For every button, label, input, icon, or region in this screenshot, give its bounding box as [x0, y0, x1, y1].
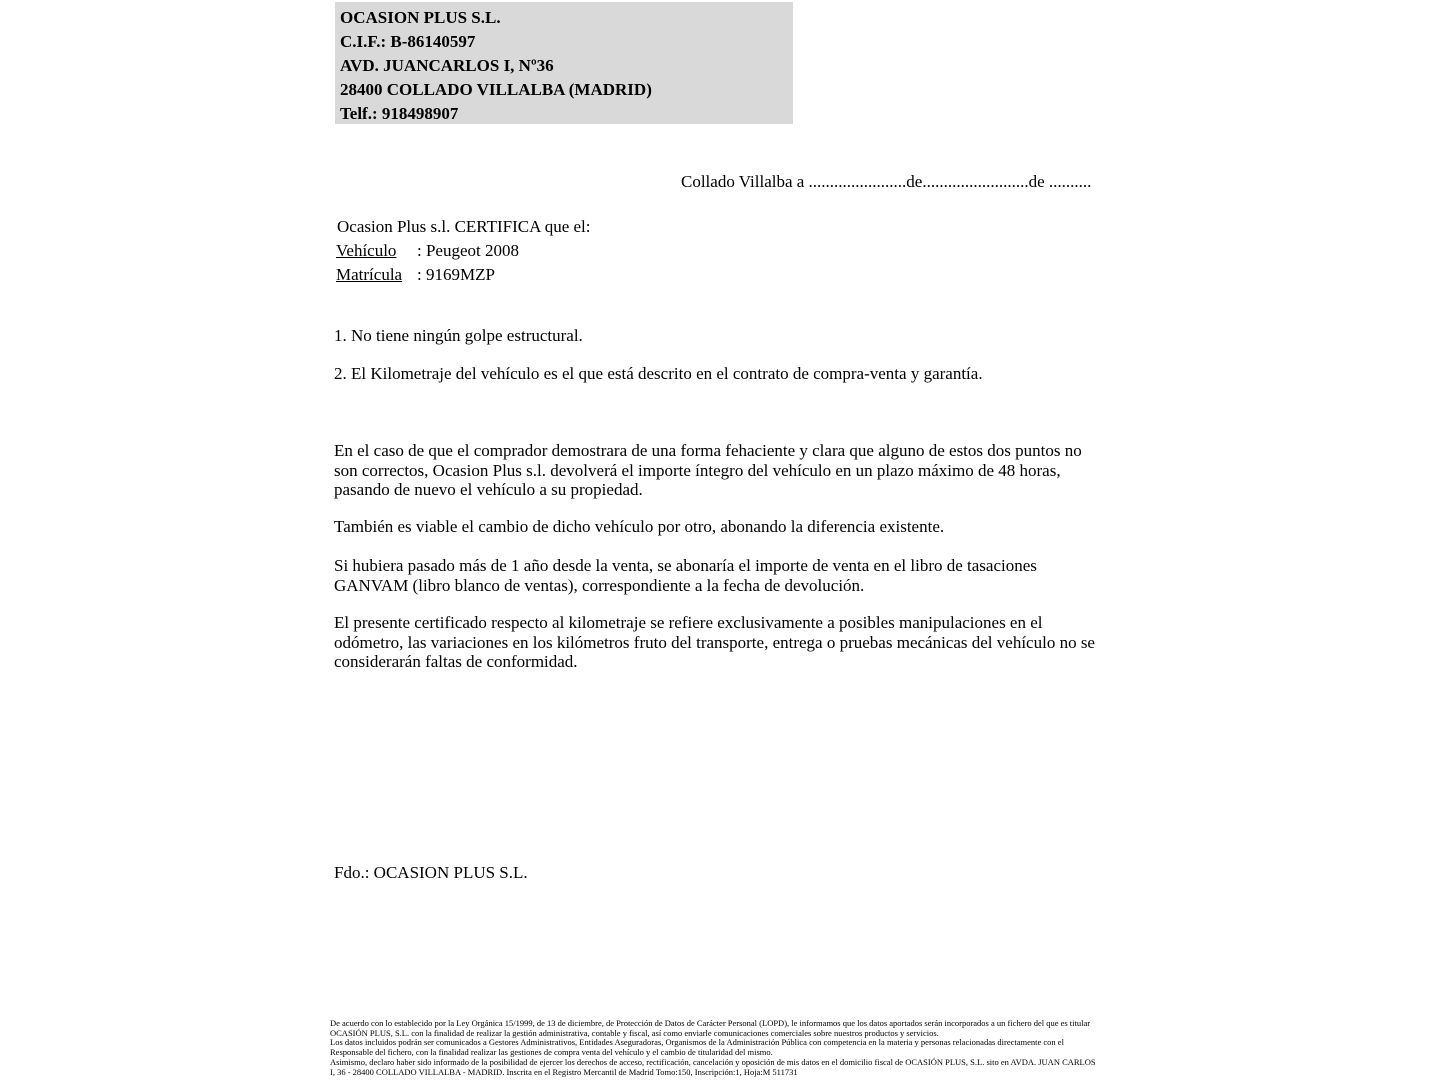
clause-mileage: 2. El Kilometraje del vehículo es el que está descrito en el contrato de compra-venta y garantía.: [334, 364, 983, 383]
legal-paragraph-lopd: De acuerdo con lo establecido por la Ley Orgánica 15/1999, de 13 de diciembre, de Protección de Datos de Carácter Personal (LOPD), le informamos que los datos aportados serán incorporados a un fichero del que es titular OCASIÓN PLUS, S.L. con la finalidad de realizar la gestión administrativa, contable y fiscal, así como enviarle comunicaciones comerciales sobre nuestros productos y servicios.: [330, 1018, 1091, 1038]
company-city: 28400 COLLADO VILLALBA (MADRID): [340, 80, 652, 99]
paragraph-exchange-option: También es viable el cambio de dicho vehículo por otro, abonando la diferencia existente.: [334, 517, 945, 536]
certification-intro: Ocasion Plus s.l. CERTIFICA que el:: [337, 217, 591, 236]
legal-paragraph-data-use: Los datos incluidos podrán ser comunicados a Gestores Administrativos, Entidades Aseguradoras, Organismos de la Administración Pública con competencia en la materia y personas relacionadas directamente con el Responsable del fichero, con la finalidad realizar las gestiones de compra venta del vehículo y el cambio de titularidad del mismo.: [330, 1037, 1064, 1058]
company-phone: Telf.: 918498907: [340, 104, 459, 123]
company-header-box: [335, 2, 793, 124]
vehicle-label: Vehículo: [336, 241, 397, 260]
company-name: OCASION PLUS S.L.: [340, 8, 501, 27]
company-address: AVD. JUANCARLOS I, Nº36: [340, 56, 554, 75]
date-fill-in-line: Collado Villalba a .......................de.........................de ..........: [681, 172, 1092, 191]
plate-row: [336, 265, 495, 285]
vehicle-value: : Peugeot 2008: [417, 241, 519, 260]
paragraph-ganvam-valuation: Si hubiera pasado más de 1 año desde la venta, se abonaría el importe de venta en el libro de tasaciones GANVAM (libro blanco de ventas), correspondiente a la fecha de devolución.: [334, 556, 1037, 595]
legal-notice: [330, 1019, 1102, 1077]
legal-paragraph-rights: Asimismo, declaro haber sido informado de la posibilidad de ejercer los derechos de acceso, rectificación, cancelación y oposición de mis datos en el domicilio fiscal de OCASIÓN PLUS, S.L. sito en AVDA. JUAN CARLOS I, 36 - 28400 COLLADO VILLALBA - MADRID. Inscrita en el Registro Mercantil de Madrid Tomo:150, Inscripción:1, Hoja:M 511731: [330, 1056, 1096, 1077]
paragraph-refund-guarantee: En el caso de que el comprador demostrara de una forma fehaciente y clara que alguno de estos dos puntos no son correctos, Ocasion Plus s.l. devolverá el importe íntegro del vehículo en un plazo máximo de 48 horas, pasando de nuevo el vehículo a su propiedad.: [334, 441, 1082, 499]
clause-structural-damage: 1. No tiene ningún golpe estructural.: [334, 326, 583, 345]
paragraph-odometer-disclaimer: El presente certificado respecto al kilometraje se refiere exclusivamente a posibles manipulaciones en el odómetro, las variaciones en los kilómetros fruto del transporte, entrega o pruebas mecánicas del vehículo no se considerarán faltas de conformidad.: [334, 613, 1095, 671]
plate-label: Matrícula: [336, 265, 403, 284]
company-cif: C.I.F.: B-86140597: [340, 32, 476, 51]
plate-value: : 9169MZP: [417, 265, 495, 284]
signature-line: Fdo.: OCASION PLUS S.L.: [334, 863, 528, 882]
vehicle-row: [336, 241, 519, 261]
